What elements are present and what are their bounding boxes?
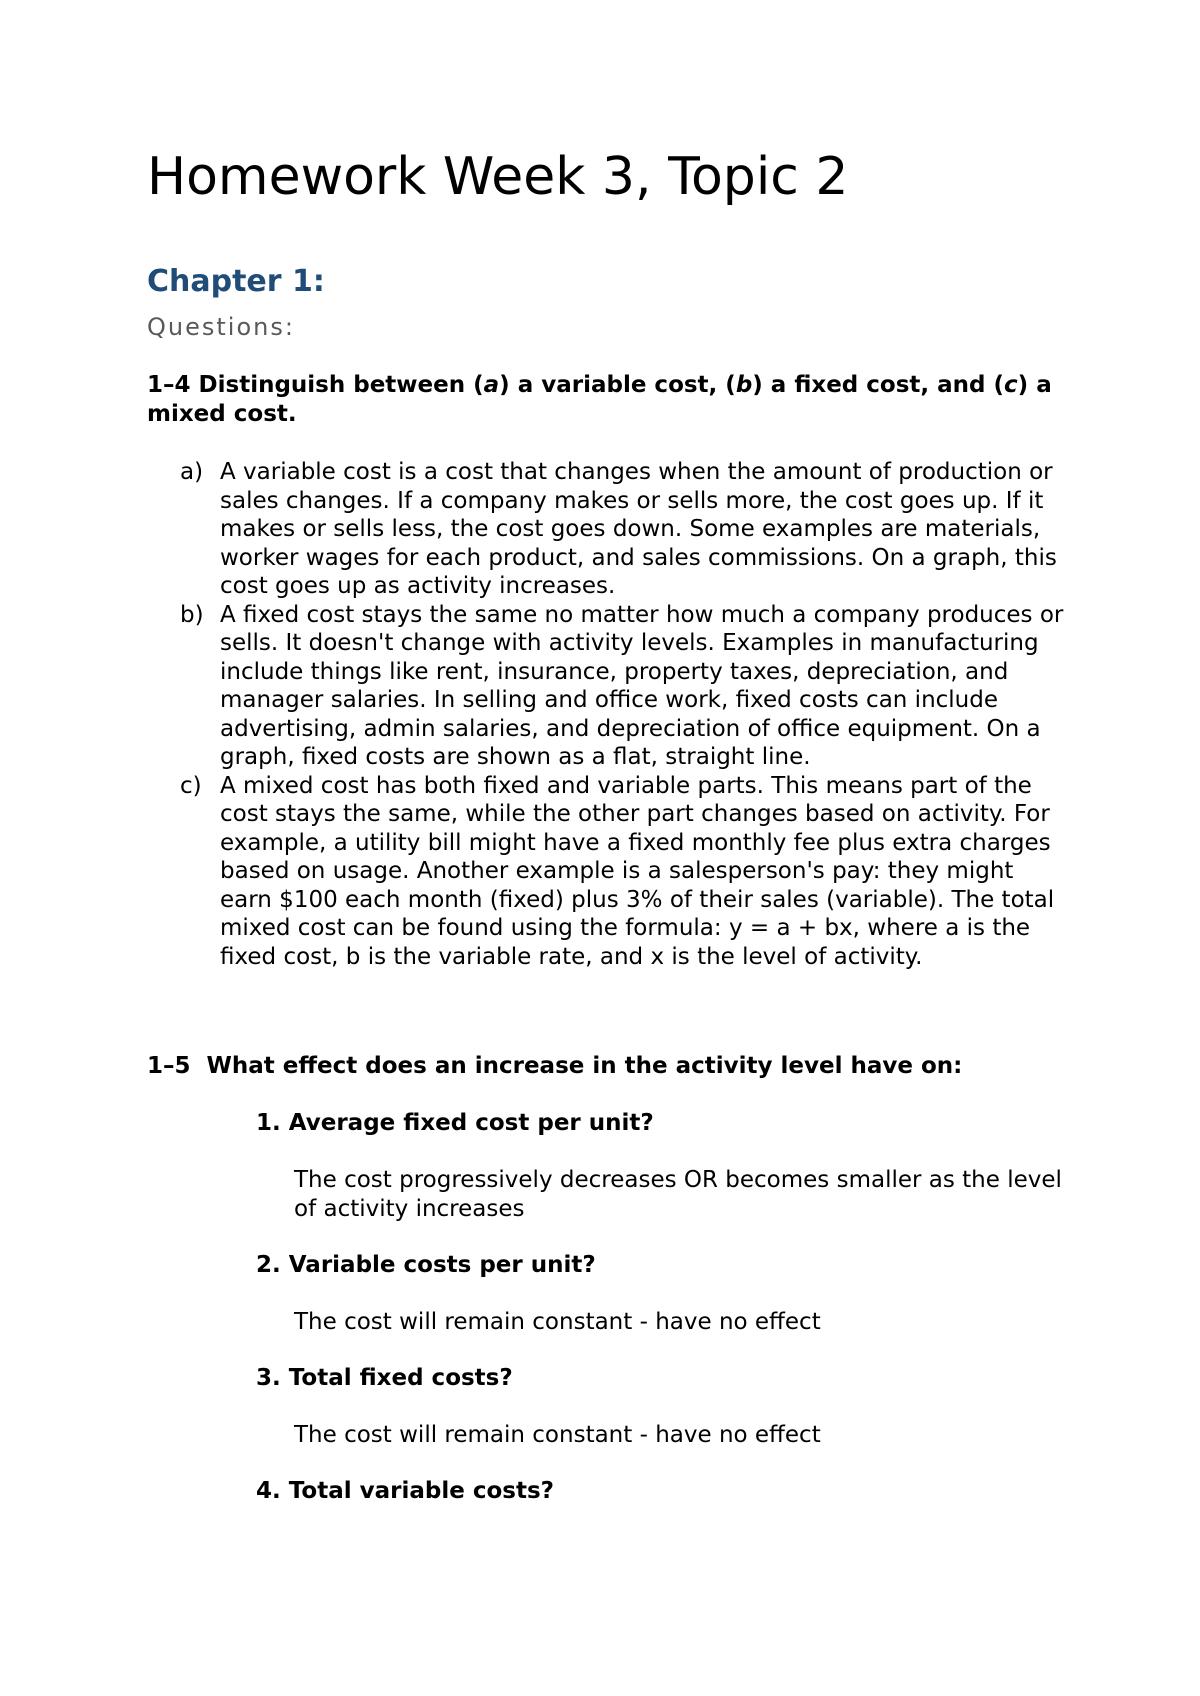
answer-list-1-4 (180, 458, 1070, 971)
list-text: A mixed cost has both fixed and variable parts. This means part of the cost stays the same, while the other part changes based on activity. For example, a utility bill might have a fixed monthly fee plus extra charges based on usage. Another example is a salesperson's pay: they might earn $100 each month (fixed) plus 3% of their sales (variable). The total mixed cost can be found using the formula: y = a + bx, where a is the fixed cost, b is the variable rate, and x is the level of activity. (220, 772, 1055, 970)
question-1-4: 1–4 Distinguish between (a) a variable cost, (b) a fixed cost, and (c) a mixed cost. (147, 372, 1052, 427)
sub-question-3: 3. Total fixed costs? (256, 1365, 513, 1391)
question-1-5 (147, 1052, 1067, 1081)
chapter-heading: Chapter 1: (147, 264, 325, 299)
page-title: Homework Week 3, Topic 2 (147, 147, 849, 207)
list-label: a) (180, 459, 204, 485)
sub-answer-2: The cost will remain constant - have no effect (294, 1309, 821, 1335)
sub-question-4: 4. Total variable costs? (256, 1478, 554, 1504)
sub-question-1: 1. Average fixed cost per unit? (256, 1110, 654, 1136)
sub-question-2: 2. Variable costs per unit? (256, 1252, 596, 1278)
question-number: 1–4 (147, 372, 191, 398)
list-label: c) (180, 772, 202, 799)
questions-subtitle: Questions: (147, 313, 295, 341)
sub-answer-1: The cost progressively decreases OR becomes smaller as the level of activity increases (294, 1167, 1062, 1222)
list-item (180, 458, 1070, 601)
sub-answer-3: The cost will remain constant - have no effect (294, 1422, 821, 1448)
list-label: b) (180, 601, 204, 628)
list-item (180, 772, 1070, 972)
question-text: What effect does an increase in the activity level have on: (206, 1053, 963, 1079)
question-number: 1–5 (147, 1053, 191, 1079)
list-text: A fixed cost stays the same no matter how much a company produces or sells. It doesn't change with activity levels. Examples in manufacturing include things like rent, insurance, property taxes, depreciation, and manager salaries. In selling and office work, fixed costs can include advertising, admin salaries, and depreciation of office equipment. On a graph, fixed costs are shown as a flat, straight line. (220, 601, 1064, 770)
list-item (180, 601, 1070, 772)
list-text: A variable cost is a cost that changes when the amount of production or sales changes. If a company makes or sells more, the cost goes up. If it makes or sells less, the cost goes down. Some examples are materials, worker wages for each product, and sales commissions. On a graph, this cost goes up as activity increases. (220, 459, 1057, 599)
